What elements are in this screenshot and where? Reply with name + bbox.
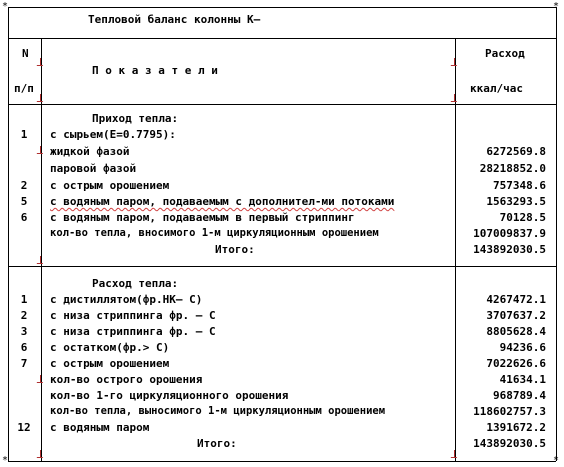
left-border	[8, 7, 9, 461]
header-expense: Расход	[485, 47, 525, 60]
corner-mark: *	[553, 1, 560, 12]
total-value: 143892030.5	[473, 243, 546, 256]
row-value: 94236.6	[499, 341, 546, 354]
row-number: 5	[20, 195, 28, 208]
right-border	[556, 7, 557, 461]
header-indicators: П о к а з а т е л и	[92, 64, 218, 77]
header-unit: ккал/час	[470, 82, 523, 95]
proofing-mark	[454, 450, 461, 458]
row-label: с водяным паром, подаваемым с дополнител-ми потоками	[50, 195, 395, 208]
corner-mark: *	[2, 1, 9, 12]
row-label: с низа стриппинга фр. – С	[50, 309, 216, 322]
row-value: 41634.1	[499, 373, 546, 386]
header-np: п/п	[14, 82, 34, 95]
total-label: Итого:	[215, 243, 255, 256]
total-value: 143892030.5	[473, 437, 546, 450]
row-value: 4267472.1	[486, 293, 546, 306]
proofing-mark	[40, 58, 47, 66]
row-number: 6	[20, 341, 28, 354]
row-value: 28218852.0	[479, 162, 546, 175]
row-value: 8805628.4	[486, 325, 546, 338]
row-label: с водяным паром	[50, 421, 150, 434]
row-number: 2	[20, 309, 28, 322]
proofing-mark	[40, 256, 47, 264]
proofing-mark	[454, 94, 461, 102]
bottom-rule	[8, 461, 556, 462]
corner-mark: *	[2, 455, 9, 466]
row-label: кол-во тепла, выносимого 1-м циркуляционным орошением	[50, 405, 386, 417]
header-n: N	[22, 47, 29, 60]
row-value: 3707637.2	[486, 309, 546, 322]
proofing-mark	[40, 94, 47, 102]
row-label: с низа стриппинга фр. – С	[50, 325, 216, 338]
row-label: с острым орошением	[50, 357, 170, 370]
proofing-mark	[40, 146, 47, 154]
row-number: 1	[20, 128, 28, 141]
row-number: 2	[20, 179, 28, 192]
row-label: кол-во острого орошения	[50, 373, 203, 386]
row-number: 1	[20, 293, 28, 306]
row-label: жидкой фазой	[50, 145, 130, 158]
document-title: Тепловой баланс колонны К–	[88, 13, 261, 26]
row-label: с сырьем(E=0.7795):	[50, 128, 176, 141]
row-value: 7022626.6	[486, 357, 546, 370]
total-label: Итого:	[197, 437, 237, 450]
header-rule	[8, 38, 556, 39]
proofing-mark	[40, 450, 47, 458]
proofing-mark	[454, 58, 461, 66]
row-label: кол-во 1-го циркуляционного орошения	[50, 389, 289, 402]
header-bottom-rule	[8, 104, 556, 105]
row-value: 1563293.5	[486, 195, 546, 208]
row-value: 118602757.3	[473, 405, 546, 418]
row-value: 6272569.8	[486, 145, 546, 158]
row-value: 1391672.2	[486, 421, 546, 434]
row-label: кол-во тепла, вносимого 1-м циркуляционным орошением	[50, 227, 379, 239]
row-value: 70128.5	[499, 211, 546, 224]
section-rule	[8, 266, 556, 267]
outcome-heading: Расход тепла:	[92, 277, 179, 290]
top-rule	[8, 7, 556, 8]
row-value: 107009837.9	[473, 227, 546, 240]
income-heading: Приход тепла:	[92, 112, 179, 125]
row-label: с остатком(фр.> С)	[50, 341, 170, 354]
row-label: с острым орошением	[50, 179, 170, 192]
proofing-mark	[40, 375, 47, 383]
row-label: с дистиллятом(фр.НК– С)	[50, 293, 203, 306]
row-value: 757348.6	[493, 179, 546, 192]
row-label: паровой фазой	[50, 162, 137, 175]
corner-mark: *	[553, 455, 560, 466]
row-number: 12	[17, 421, 31, 434]
row-label: с водяным паром, подаваемым в первый стриппинг	[50, 211, 355, 224]
row-number: 6	[20, 211, 28, 224]
row-number: 3	[20, 325, 28, 338]
row-number: 7	[20, 357, 28, 370]
row-value: 968789.4	[493, 389, 546, 402]
